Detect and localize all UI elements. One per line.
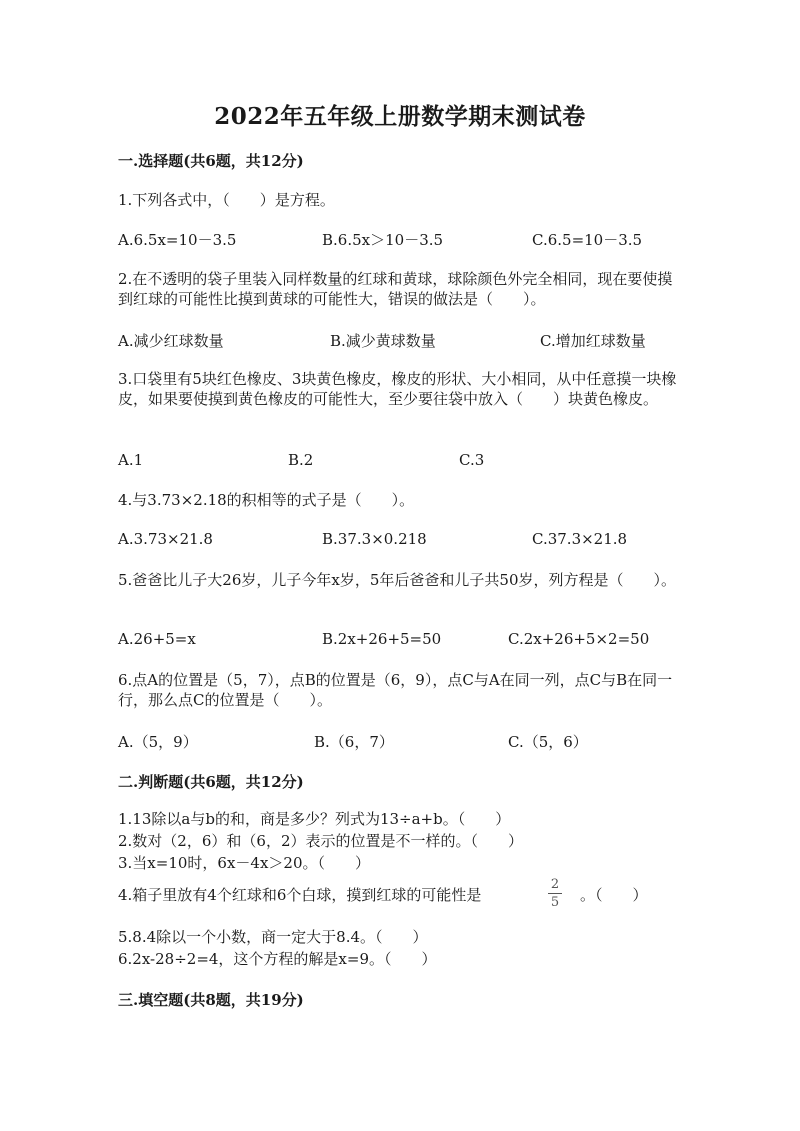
question-4: 4.与3.73×2.18的积相等的式子是（ ）。 (118, 491, 415, 509)
q4-option-b: B.37.3×0.218 (322, 530, 427, 548)
q3-option-a: A.1 (118, 451, 144, 469)
q5-option-b: B.2x+26+5=50 (322, 630, 442, 648)
q3-option-b: B.2 (288, 451, 314, 469)
q3-option-c: C.3 (459, 451, 485, 469)
judge-item-5: 5.8.4除以一个小数，商一定大于8.4。（ ） (118, 928, 428, 946)
q2-option-b: B.减少黄球数量 (330, 332, 436, 350)
q1-option-c: C.6.5=10－3.5 (532, 231, 643, 249)
q5-option-c: C.2x+26+5×2=50 (508, 630, 650, 648)
question-1: 1.下列各式中，（ ）是方程。 (118, 191, 335, 209)
fraction-numerator: 2 (550, 877, 560, 892)
section-heading-judge: 二.判断题(共6题，共12分) (118, 773, 304, 791)
fraction-bar (548, 893, 562, 894)
question-5: 5.爸爸比儿子大26岁，儿子今年x岁，5年后爸爸和儿子共50岁，列方程是（ ）。 (118, 571, 676, 589)
judge-item-6: 6.2x-28÷2=4，这个方程的解是x=9。（ ） (118, 950, 437, 968)
q6-option-c: C.（5，6） (508, 733, 588, 751)
q2-option-c: C.增加红球数量 (540, 332, 646, 350)
probability-fraction (548, 877, 562, 910)
q6-option-b: B.（6，7） (314, 733, 394, 751)
judge-item-4: 4.箱子里放有4个红球和6个白球，摸到红球的可能性是 (118, 886, 482, 904)
section-heading-choice: 一.选择题(共6题，共12分) (118, 152, 304, 170)
q1-option-a: A.6.5x=10－3.5 (118, 231, 237, 249)
q4-option-c: C.37.3×21.8 (532, 530, 628, 548)
q6-option-a: A.（5，9） (118, 733, 198, 751)
section-heading-fill: 三.填空题(共8题，共19分) (118, 991, 304, 1009)
question-6: 6.点A的位置是（5，7），点B的位置是（6，9），点C与A在同一列，点C与B在同一行，那么点C的位置是（ ）。 (118, 671, 673, 709)
judge-item-3: 3.当x=10时，6x－4x＞20。（ ） (118, 854, 371, 872)
q4-option-a: A.3.73×21.8 (118, 530, 213, 548)
judge-item-4-tail: 。（ ） (580, 886, 648, 904)
question-2: 2.在不透明的袋子里装入同样数量的红球和黄球，球除颜色外完全相同，现在要使摸到红球的可能性比摸到黄球的可能性大，错误的做法是（ ）。 (118, 270, 673, 308)
page-title: 2022年五年级上册数学期末测试卷 (214, 103, 586, 130)
fraction-denominator: 5 (550, 895, 560, 910)
q1-option-b: B.6.5x＞10－3.5 (322, 231, 444, 249)
judge-item-1: 1.13除以a与b的和，商是多少？列式为13÷a+b。（ ） (118, 810, 511, 828)
q2-option-a: A.减少红球数量 (118, 332, 224, 350)
judge-item-2: 2.数对（2，6）和（6，2）表示的位置是不一样的。（ ） (118, 832, 523, 850)
q5-option-a: A.26+5=x (118, 630, 196, 648)
question-3: 3.口袋里有5块红色橡皮、3块黄色橡皮，橡皮的形状、大小相同，从中任意摸一块橡皮，如果要使摸到黄色橡皮的可能性大，至少要往袋中放入（ ）块黄色橡皮。 (118, 370, 677, 408)
